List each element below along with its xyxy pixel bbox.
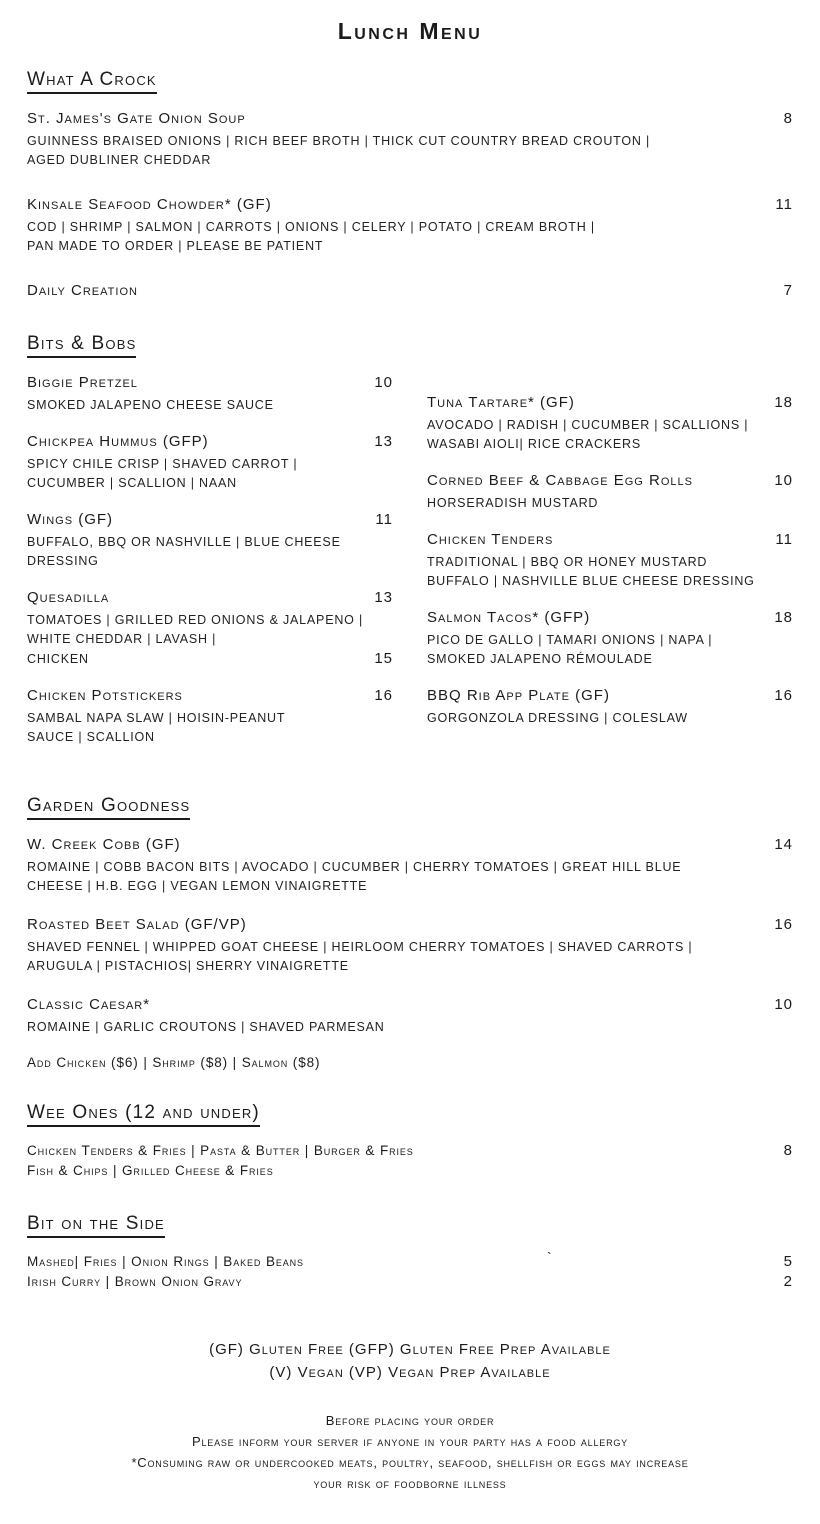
item-name: Corned Beef & Cabbage Egg Rolls	[427, 472, 693, 489]
item-name: Classic Caesar*	[27, 996, 151, 1013]
item-desc-line: PICO DE GALLO | TAMARI ONIONS | NAPA |	[427, 633, 713, 647]
item-name-row	[27, 431, 393, 452]
item-desc-line: PAN MADE TO ORDER | PLEASE BE PATIENT	[27, 239, 324, 253]
wee-ones-line-1	[27, 1141, 793, 1161]
item-name: W. Creek Cobb (GF)	[27, 836, 181, 853]
menu-item	[427, 685, 793, 728]
section-what-a-crock	[27, 69, 793, 301]
two-column-layout	[27, 372, 793, 763]
item-desc-line: SAMBAL NAPA SLAW | HOISIN-PEANUT	[27, 711, 286, 725]
item-price: 13	[374, 589, 393, 606]
menu-item	[427, 529, 793, 591]
item-addon-text: CHICKEN	[27, 652, 89, 666]
menu-item	[427, 470, 793, 513]
section-header: Bit on the Side	[27, 1213, 165, 1238]
item-desc-line: SAUCE | SCALLION	[27, 730, 155, 744]
menu-item	[427, 392, 793, 454]
item-name: BBQ Rib App Plate (GF)	[427, 687, 610, 704]
section-header-wrap	[27, 1102, 793, 1127]
item-price: 18	[774, 609, 793, 626]
menu-item	[27, 914, 793, 976]
section-header: Garden Goodness	[27, 795, 190, 820]
item-desc-line: WHITE CHEDDAR | LAVASH |	[27, 632, 217, 646]
notice-line: your risk of foodborne illness	[313, 1476, 507, 1491]
item-price: 16	[774, 916, 793, 933]
item-name: Kinsale Seafood Chowder* (GF)	[27, 196, 272, 213]
menu-item	[27, 194, 793, 256]
item-price: 10	[774, 472, 793, 489]
section-header: Bits & Bobs	[27, 333, 136, 358]
sides-price: 5	[783, 1253, 793, 1270]
item-name-row	[27, 587, 393, 608]
notice-line: Please inform your server if anyone in your party has a food allergy	[192, 1434, 628, 1449]
item-desc-line: HORSERADISH MUSTARD	[427, 496, 599, 510]
item-price: 11	[775, 196, 793, 213]
menu-item	[27, 372, 393, 415]
sides-text: Irish Curry | Brown Onion Gravy	[27, 1274, 243, 1289]
item-desc-line: GUINNESS BRAISED ONIONS | RICH BEEF BROTH | THICK CUT COUNTRY BREAD CROUTON |	[27, 134, 651, 148]
item-addon-row	[27, 649, 393, 669]
item-desc-line: GORGONZOLA DRESSING | COLESLAW	[427, 711, 688, 725]
item-desc-line: BUFFALO | NASHVILLE BLUE CHEESE DRESSING	[427, 574, 755, 588]
item-desc-line: SMOKED JALAPENO CHEESE SAUCE	[27, 398, 274, 412]
item-name-row	[27, 994, 793, 1015]
item-name-row	[27, 194, 793, 215]
section-header-wrap	[27, 69, 793, 94]
item-desc-line: SPICY CHILE CRISP | SHAVED CARROT |	[27, 457, 298, 471]
section-header-wrap	[27, 333, 793, 358]
item-price: 16	[774, 687, 793, 704]
item-price: 11	[775, 531, 793, 548]
item-name-row	[427, 529, 793, 550]
item-desc-line: TRADITIONAL | BBQ OR HONEY MUSTARD	[427, 555, 708, 569]
wee-ones-price: 8	[783, 1142, 793, 1159]
item-desc-line: COD | SHRIMP | SALMON | CARROTS | ONIONS | CELERY | POTATO | CREAM BROTH |	[27, 220, 595, 234]
item-name: St. James's Gate Onion Soup	[27, 110, 246, 127]
item-name-row	[27, 280, 793, 301]
item-name-row	[27, 509, 393, 530]
item-name-row	[427, 607, 793, 628]
section-header-wrap	[27, 795, 793, 820]
item-name: Chicken Tenders	[427, 531, 554, 548]
item-name: Tuna Tartare* (GF)	[427, 394, 575, 411]
wee-ones-text: Chicken Tenders & Fries | Pasta & Butter | Burger & Fries	[27, 1143, 414, 1158]
notice-line: Before placing your order	[325, 1413, 495, 1428]
item-name: Chickpea Hummus (GFP)	[27, 433, 209, 450]
item-price: 13	[374, 433, 393, 450]
section-garden-goodness	[27, 795, 793, 1070]
item-price: 14	[774, 836, 793, 853]
item-desc-line: ROMAINE | COBB BACON BITS | AVOCADO | CUCUMBER | CHERRY TOMATOES | GREAT HILL BLUE	[27, 860, 682, 874]
item-desc-line: AGED DUBLINER CHEDDAR	[27, 153, 212, 167]
menu-item	[427, 607, 793, 669]
item-name: Salmon Tacos* (GFP)	[427, 609, 591, 626]
sides-price: 2	[783, 1273, 793, 1290]
item-name: Daily Creation	[27, 282, 138, 299]
item-price: 10	[374, 374, 393, 391]
item-price: 8	[783, 110, 793, 127]
item-addon-price: 15	[374, 650, 393, 667]
menu-item	[27, 509, 393, 571]
section-header: Wee Ones (12 and under)	[27, 1102, 260, 1127]
item-price: 18	[774, 394, 793, 411]
sides-text: Mashed| Fries | Onion Rings | Baked Beans	[27, 1254, 304, 1269]
item-desc-line: SHAVED FENNEL | WHIPPED GOAT CHEESE | HEIRLOOM CHERRY TOMATOES | SHAVED CARROTS |	[27, 940, 693, 954]
item-desc-line: DRESSING	[27, 554, 99, 568]
item-name: Wings (GF)	[27, 511, 114, 528]
bits-left-column	[27, 372, 393, 763]
item-desc-line: AVOCADO | RADISH | CUCUMBER | SCALLIONS |	[427, 418, 749, 432]
section-header: What A Crock	[27, 69, 157, 94]
item-desc-line: CUCUMBER | SCALLION | NAAN	[27, 476, 237, 490]
menu-item	[27, 994, 793, 1037]
item-name-row	[427, 392, 793, 413]
section-items	[27, 108, 793, 301]
item-name-row	[427, 470, 793, 491]
notice-line: *Consuming raw or undercooked meats, poultry, seafood, shellfish or eggs may increase	[131, 1455, 689, 1470]
section-bit-on-the-side	[27, 1213, 793, 1292]
menu-item	[27, 280, 793, 301]
item-price: 16	[374, 687, 393, 704]
legend-line: (GF) Gluten Free (GFP) Gluten Free Prep Available	[209, 1341, 611, 1358]
item-desc-line: SMOKED JALAPENO RÉMOULADE	[427, 652, 653, 666]
menu-item	[27, 685, 393, 747]
item-name: Chicken Potstickers	[27, 687, 183, 704]
item-desc-line: ROMAINE | GARLIC CROUTONS | SHAVED PARMESAN	[27, 1020, 385, 1034]
dietary-legend	[27, 1338, 793, 1384]
menu-item	[27, 431, 393, 493]
menu-item	[27, 587, 393, 669]
sides-line-1	[27, 1249, 793, 1272]
menu-item	[27, 834, 793, 896]
section-wee-ones	[27, 1102, 793, 1181]
menu-title: Lunch Menu	[337, 18, 483, 44]
bits-right-column	[427, 392, 793, 763]
section-bits-and-bobs	[27, 333, 793, 763]
item-desc-line: WASABI AIOLI| RICE CRACKERS	[427, 437, 642, 451]
menu-item	[27, 108, 793, 170]
item-name-row	[27, 834, 793, 855]
allergy-notices	[27, 1410, 793, 1494]
item-desc-line: ARUGULA | PISTACHIOS| SHERRY VINAIGRETTE	[27, 959, 349, 973]
item-name-row	[27, 108, 793, 129]
item-desc-line: CHEESE | H.B. EGG | VEGAN LEMON VINAIGRETTE	[27, 879, 368, 893]
item-name-row	[27, 914, 793, 935]
item-name-row	[27, 372, 393, 393]
stray-mark: `	[547, 1249, 553, 1265]
item-name: Quesadilla	[27, 589, 110, 606]
item-name: Roasted Beet Salad (GF/VP)	[27, 916, 247, 933]
item-price: 11	[375, 511, 393, 528]
salad-addons-line: Add Chicken ($6) | Shrimp ($8) | Salmon ($8)	[27, 1055, 321, 1070]
item-name: Biggie Pretzel	[27, 374, 138, 391]
item-desc-line: TOMATOES | GRILLED RED ONIONS & JALAPENO |	[27, 613, 363, 627]
wee-ones-line-2: Fish & Chips | Grilled Cheese & Fries	[27, 1163, 274, 1178]
item-price: 7	[783, 282, 793, 299]
item-name-row	[427, 685, 793, 706]
item-desc-line: BUFFALO, BBQ OR NASHVILLE | BLUE CHEESE	[27, 535, 341, 549]
item-price: 10	[774, 996, 793, 1013]
sides-line-2	[27, 1272, 793, 1292]
item-name-row	[27, 685, 393, 706]
legend-line: (V) Vegan (VP) Vegan Prep Available	[269, 1364, 551, 1381]
section-items	[27, 834, 793, 1070]
section-header-wrap	[27, 1213, 793, 1238]
